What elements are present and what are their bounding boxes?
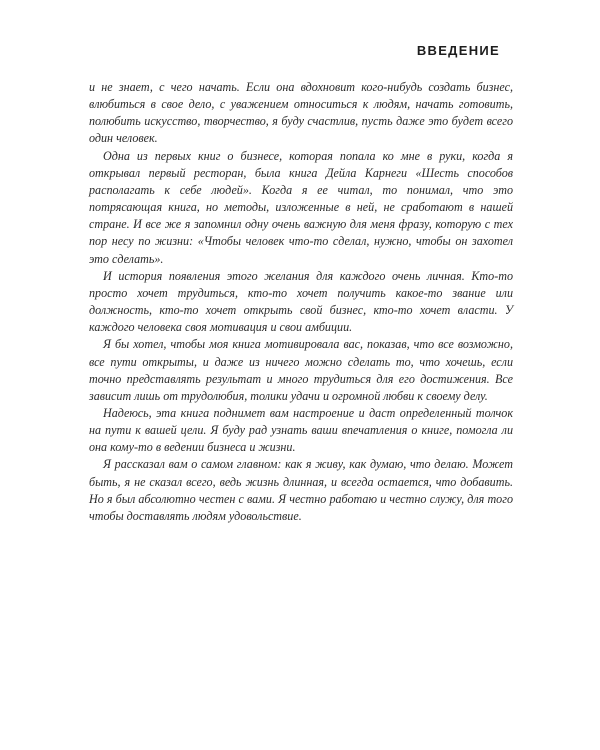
paragraph: Я рассказал вам о самом главном: как я живу, как думаю, что делаю. Может быть, я не сказал всего, ведь жизнь длинная, и всегда остается, что добавить. Но я был абсолютно честен с вами. Я честно работаю и честно служу, для того чтобы доставлять людям удовольствие.	[89, 457, 513, 523]
section-running-header: ВВЕДЕНИЕ	[416, 43, 500, 58]
paragraph-continuation: и не знает, с чего начать. Если она вдохновит кого-нибудь создать бизнес, влюбиться в свое дело, с уважением относиться к людям, начать готовить, полюбить искусство, творчество, я буду счастлив, пусть даже это будет всего один человек.	[89, 80, 513, 146]
paragraph: Я бы хотел, чтобы моя книга мотивировала вас, показав, что все возможно, все пути открыты, и даже из ничего можно сделать то, что хочешь, если точно представлять результат и много трудиться для его достижения. Все зависит лишь от трудолюбия, толики удачи и огромной любви к своему делу.	[89, 337, 513, 403]
page-body-text	[89, 79, 513, 525]
paragraph: Надеюсь, эта книга поднимет вам настроение и даст определенный толчок на пути к вашей цели. Я буду рад узнать ваши впечатления о книге, помогла ли она кому-то в ведении бизнеса и жизни.	[89, 405, 513, 455]
paragraph: Одна из первых книг о бизнесе, которая попала ко мне в руки, когда я открывал первый ресторан, была книга Дейла Карнеги «Шесть способов располагать к себе людей». Когда я ее читал, то понимал, что это потрясающая книга, но методы, изложенные в ней, не сработают в нашей стране. И все же я запомнил одну очень важную для меня фразу, которую с тех пор несу по жизни: «Чтобы человек что-то сделал, нужно, чтобы он захотел это сделать».	[89, 148, 513, 266]
paragraph: И история появления этого желания для каждого очень личная. Кто-то просто хочет трудиться, кто-то хочет получить какое-то звание или должность, кто-то хочет открыть свой бизнес, кто-то хочет власти. У каждого человека своя мотивация и свои амбиции.	[89, 268, 513, 335]
